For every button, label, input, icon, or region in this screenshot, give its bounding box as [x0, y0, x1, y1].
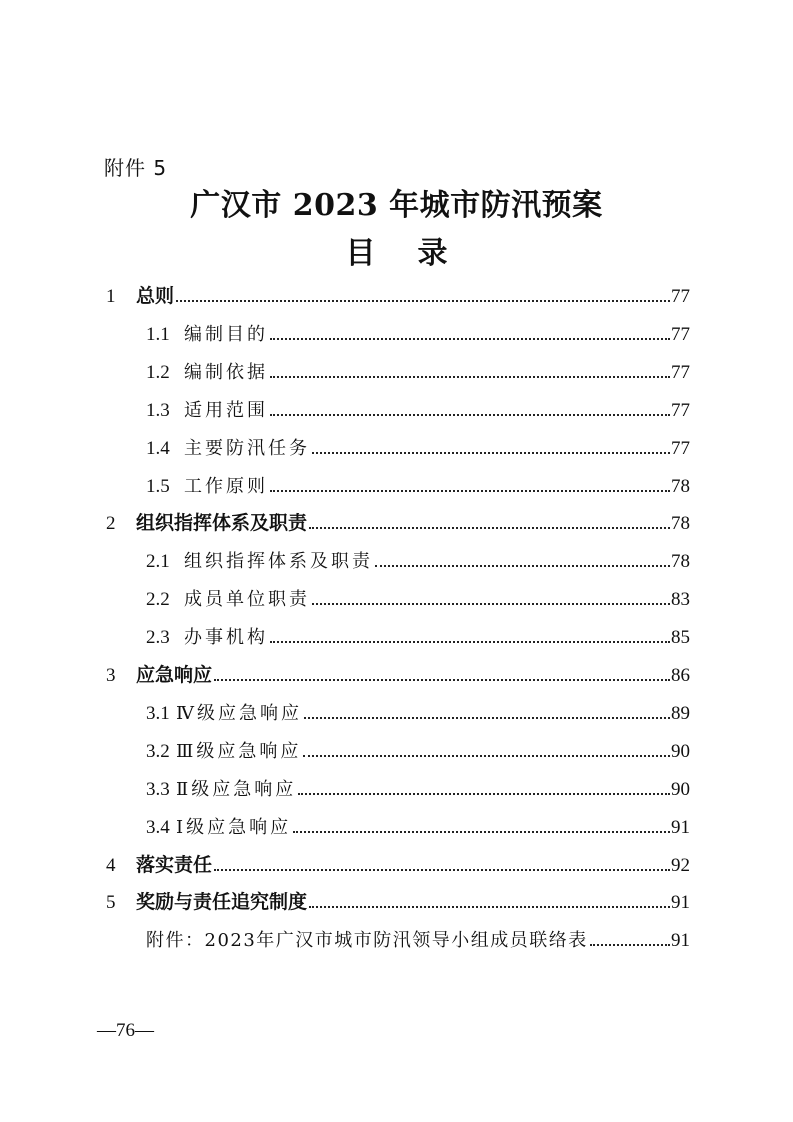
toc-entry [106, 882, 690, 914]
document-title: 广汉市 2023 年城市防汛预案 [190, 188, 603, 223]
toc-entry [146, 579, 690, 611]
toc-entry-page: 91 [671, 930, 690, 951]
toc-entry-page: 85 [671, 627, 690, 648]
toc-entry [106, 845, 690, 877]
toc-entry-page: 90 [671, 779, 690, 800]
toc-entry-number: 3.2 [146, 741, 170, 762]
toc-entry-label: Ⅳ级应急响应 [176, 703, 302, 724]
toc-entry-label: Ⅲ级应急响应 [176, 741, 302, 762]
toc-entry-number: 2.1 [146, 551, 170, 572]
attachment-label: 附件 5 [104, 156, 168, 180]
toc-entry-page: 86 [671, 665, 690, 686]
toc-dot-leader [303, 751, 670, 757]
toc-entry [146, 466, 690, 498]
toc-entry-label: 编制依据 [184, 362, 268, 383]
toc-entry-number: 4 [106, 855, 116, 876]
toc-dot-leader [270, 637, 670, 643]
toc-dot-leader [270, 410, 670, 416]
toc-entry [146, 390, 690, 422]
toc-dot-leader [298, 789, 670, 795]
toc-entry-page: 91 [671, 817, 690, 838]
toc-dot-leader [312, 448, 670, 454]
toc-dot-leader [176, 296, 670, 302]
toc-entry-number: 1.2 [146, 362, 170, 383]
toc-dot-leader [312, 599, 670, 605]
toc-heading-char-2: 录 [417, 236, 448, 271]
toc-entry-page: 89 [671, 703, 690, 724]
toc-entry-page: 92 [671, 855, 690, 876]
toc-entry-page: 77 [671, 286, 690, 307]
toc-dot-leader [214, 675, 670, 681]
toc-entry-page: 78 [671, 551, 690, 572]
toc-entry-page: 83 [671, 589, 690, 610]
toc-dot-leader [270, 372, 670, 378]
toc-dot-leader [293, 827, 670, 833]
toc-entry-label: 总则 [136, 285, 175, 307]
toc-entry-page: 77 [671, 324, 690, 345]
toc-entry-number: 3 [106, 665, 116, 686]
toc-entry-label: 奖励与责任追究制度 [136, 891, 308, 913]
toc-entry-label: 适用范围 [184, 400, 268, 421]
toc-entry-number: 5 [106, 892, 116, 913]
toc-entry [146, 352, 690, 384]
toc-entry-number: 2.3 [146, 627, 170, 648]
toc-entry-page: 91 [671, 892, 690, 913]
toc-entry-page: 78 [671, 476, 690, 497]
toc-entry [146, 541, 690, 573]
toc-entry-number: 1.5 [146, 476, 170, 497]
toc-entry-label: 工作原则 [184, 476, 268, 497]
toc-entry-number: 2.2 [146, 589, 170, 610]
toc-entry [146, 693, 690, 725]
page-number-footer: —76— [97, 1020, 154, 1041]
toc-entry-number: 2 [106, 513, 116, 534]
toc-entry [146, 314, 690, 346]
toc-entry [106, 276, 690, 308]
toc-entry-number: 3.3 [146, 779, 170, 800]
toc-entry-label: 附件：2023年广汉市城市防汛领导小组成员联络表 [146, 930, 588, 951]
toc-entry-page: 77 [671, 362, 690, 383]
toc-entry-number: 3.4 [146, 817, 170, 838]
toc-entry-page: 78 [671, 513, 690, 534]
toc-entry-label: Ⅰ级应急响应 [176, 817, 292, 838]
toc-dot-leader [590, 940, 670, 946]
toc-entry-page: 77 [671, 400, 690, 421]
toc-dot-leader [375, 561, 670, 567]
toc-entry [146, 920, 690, 952]
toc-entry-number: 1.3 [146, 400, 170, 421]
toc-entry [146, 428, 690, 460]
toc-entry-label: 编制目的 [184, 324, 268, 345]
toc-entry-label: 应急响应 [136, 664, 213, 686]
toc-dot-leader [309, 902, 670, 908]
toc-entry-label: 主要防汛任务 [184, 438, 310, 459]
toc-dot-leader [304, 713, 670, 719]
toc-dot-leader [270, 334, 670, 340]
toc-entry [146, 731, 690, 763]
toc-dot-leader [270, 486, 670, 492]
toc-entry [146, 617, 690, 649]
toc-entry-number: 3.1 [146, 703, 170, 724]
toc-entry [106, 655, 690, 687]
toc-entry-label: 成员单位职责 [184, 589, 310, 610]
toc-entry [146, 807, 690, 839]
toc-entry-number: 1.4 [146, 438, 170, 459]
toc-entry-label: Ⅱ级应急响应 [176, 779, 297, 800]
toc-entry-label: 落实责任 [136, 854, 213, 876]
toc-entry-page: 77 [671, 438, 690, 459]
toc-entry-number: 1 [106, 286, 116, 307]
toc-dot-leader [309, 523, 670, 529]
toc-heading-char-1: 目 [345, 236, 376, 271]
toc-entry [106, 503, 690, 535]
toc-entry-page: 90 [671, 741, 690, 762]
toc-dot-leader [214, 865, 670, 871]
toc-entry-label: 办事机构 [184, 627, 268, 648]
toc-entry-number: 1.1 [146, 324, 170, 345]
toc-entry-label: 组织指挥体系及职责 [136, 512, 308, 534]
toc-entry-label: 组织指挥体系及职责 [184, 551, 373, 572]
toc-entry [146, 769, 690, 801]
